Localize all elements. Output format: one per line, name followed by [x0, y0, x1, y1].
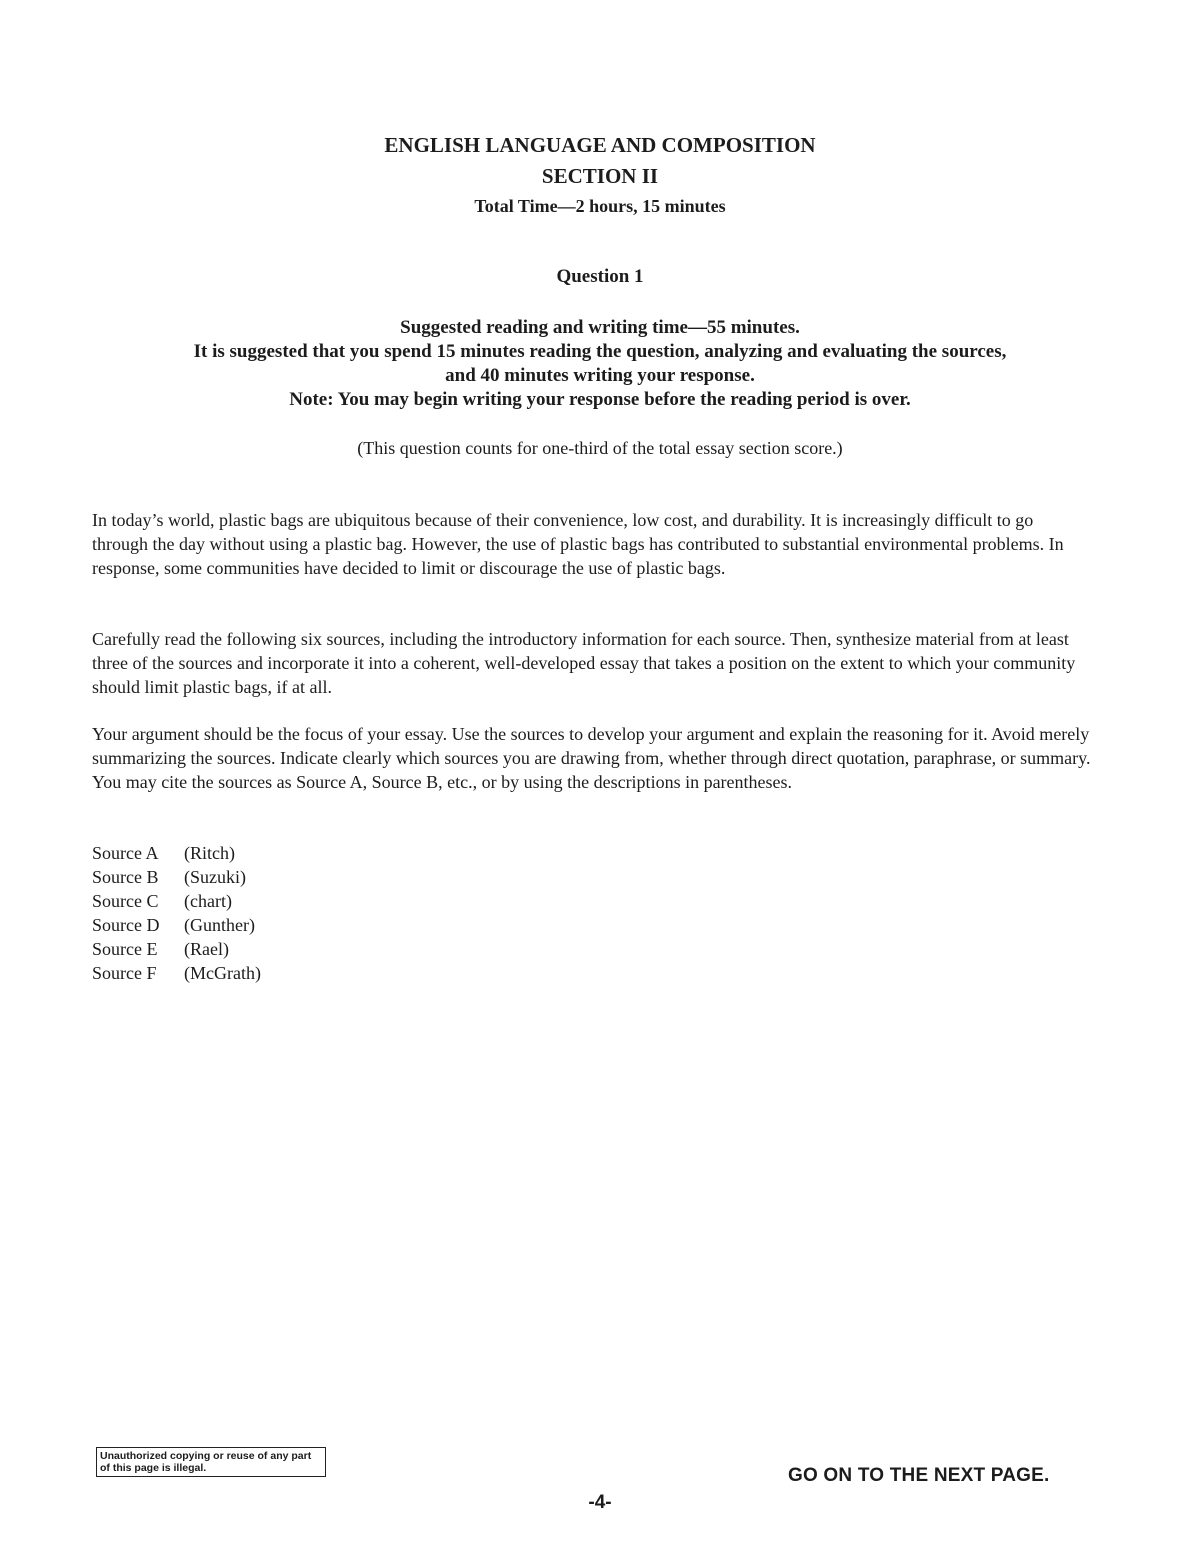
source-label: Source E — [92, 939, 158, 959]
guidance-paragraph: Your argument should be the focus of your essay. Use the sources to develop your argument and explain the reasoning for it. Avoid merely summarizing the sources. Indicate clearly which sources you are drawing from, whether through direct quotation, paraphrase, or summary. You may cite the sources as Source A, Source B, etc., or by using the descriptions in parentheses. — [92, 724, 1091, 792]
header — [0, 130, 1200, 192]
source-list — [92, 841, 261, 985]
copyright-notice: Unauthorized copying or reuse of any part of this page is illegal. — [96, 1447, 326, 1477]
question-title: Question 1 — [556, 266, 644, 287]
source-desc: (Gunther) — [184, 915, 255, 935]
source-item — [92, 961, 261, 985]
score-weight-note: (This question counts for one-third of the total essay section score.) — [357, 438, 843, 458]
source-label: Source A — [92, 843, 159, 863]
source-desc: (Rael) — [184, 939, 229, 959]
source-label: Source B — [92, 867, 159, 887]
source-item — [92, 865, 261, 889]
source-item — [92, 937, 261, 961]
page-title: ENGLISH LANGUAGE AND COMPOSITION — [384, 133, 816, 157]
source-item — [92, 913, 261, 937]
source-label: Source D — [92, 915, 160, 935]
total-time: Total Time—2 hours, 15 minutes — [474, 196, 726, 216]
source-label: Source F — [92, 963, 157, 983]
page-number: -4- — [588, 1492, 612, 1513]
intro-paragraph: In today’s world, plastic bags are ubiquitous because of their convenience, low cost, and durability. It is increasingly difficult to go through the day without using a plastic bag. However, the use of plastic bags has contributed to substantial environmental problems. In response, some communities have decided to limit or discourage the use of plastic bags. — [92, 510, 1064, 578]
source-item — [92, 841, 261, 865]
go-next-page-label: GO ON TO THE NEXT PAGE. — [788, 1465, 1050, 1486]
source-desc: (Suzuki) — [184, 867, 246, 887]
source-item — [92, 889, 261, 913]
instruction-line: It is suggested that you spend 15 minutes reading the question, analyzing and evaluating the sources, — [193, 341, 1007, 362]
instruction-line: and 40 minutes writing your response. — [445, 365, 755, 386]
question-instructions — [0, 316, 1200, 412]
instruction-line: Suggested reading and writing time—55 minutes. — [400, 317, 800, 338]
source-desc: (Ritch) — [184, 843, 235, 863]
section-label: SECTION II — [541, 164, 659, 188]
source-desc: (chart) — [184, 891, 232, 911]
instruction-line: Note: You may begin writing your response before the reading period is over. — [289, 389, 911, 410]
source-desc: (McGrath) — [184, 963, 261, 983]
task-paragraph: Carefully read the following six sources, including the introductory information for each source. Then, synthesize material from at least three of the sources and incorporate it into a coherent, well-developed essay that takes a position on the extent to which your community should limit plastic bags, if at all. — [92, 629, 1076, 697]
source-label: Source C — [92, 891, 159, 911]
